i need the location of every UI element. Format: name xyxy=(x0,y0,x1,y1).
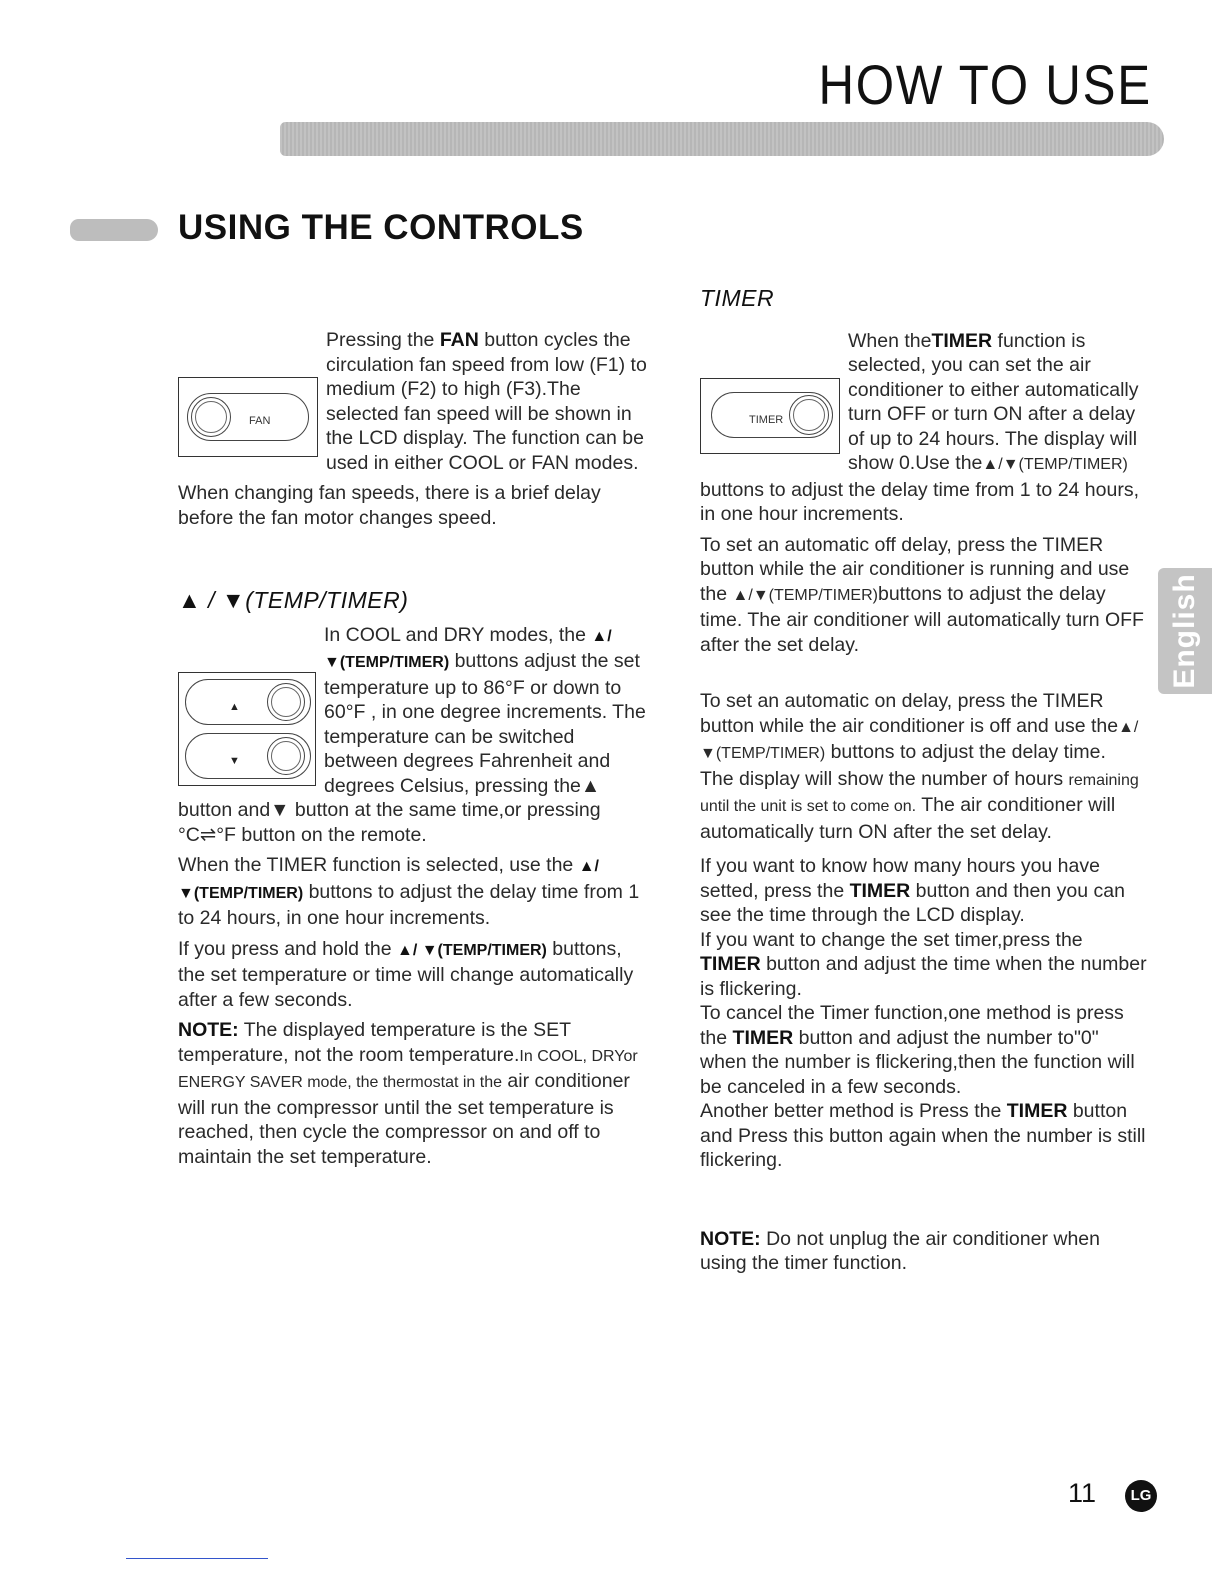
fan-button-circle-icon xyxy=(191,397,231,437)
fan-paragraph-2: When changing fan speeds, there is a brief delay before the fan motor changes speed. xyxy=(178,482,601,529)
section-title: USING THE CONTROLS xyxy=(178,208,584,247)
timer-paragraph-8: Another better method is Press the TIMER button and Press this button again when the number is still flickering. xyxy=(700,1100,1146,1171)
fan-text-block xyxy=(178,328,648,530)
temp-text-block xyxy=(178,623,648,1170)
page-header-title: HOW TO USE xyxy=(818,53,1152,116)
fan-button-label: FAN xyxy=(249,415,271,427)
timer-paragraph-7: To cancel the Timer function,one method is press the TIMER button and adjust the number to"0" when the number is flickering,then the function will be canceled in a few seconds. xyxy=(700,1002,1135,1098)
up-arrow-icon: ▲ xyxy=(229,700,240,713)
lg-logo-icon: LG xyxy=(1125,1480,1157,1512)
temp-paragraph-1: In COOL and DRY modes, the ▲/ ▼(TEMP/TIMER) buttons adjust the set temperature up to 86°F or down to 60°F , in one degree increments. The temperature can be switched between degrees Fahrenheit and degrees Celsius, pressing the▲ button and▼ button at the same time,or pressing °C⇌°F button on the remote. xyxy=(178,623,646,846)
language-side-tab-label: English xyxy=(1168,573,1201,689)
timer-note: NOTE: Do not unplug the air conditioner when using the timer function. xyxy=(700,1227,1100,1274)
temp-up-circle-icon xyxy=(267,683,305,721)
timer-button-circle-icon xyxy=(789,395,829,435)
temp-buttons-figure xyxy=(178,672,316,786)
header-decorative-bar xyxy=(280,122,1164,156)
timer-paragraph-6: If you want to change the set timer,press the TIMER button and adjust the time when the number is flickering. xyxy=(700,928,1147,1000)
timer-text-block xyxy=(700,329,1148,1276)
temp-heading: ▲ / ▼(TEMP/TIMER) xyxy=(178,587,409,613)
timer-button-label: TIMER xyxy=(749,413,784,426)
timer-button-figure xyxy=(700,378,840,454)
temp-paragraph-2: When the TIMER function is selected, use the ▲/ ▼(TEMP/TIMER) buttons to adjust the delay time from 1 to 24 hours, in one hour increments. xyxy=(178,854,640,929)
language-side-tab xyxy=(1158,568,1212,694)
fan-paragraph-1: Pressing the FAN button cycles the circulation fan speed from low (F1) to medium (F2) to high (F3).The selected fan speed will be shown in the LCD display. The function can be used in either COOL or FAN modes. xyxy=(326,329,647,474)
timer-heading: TIMER xyxy=(700,285,775,311)
down-arrow-icon: ▼ xyxy=(229,754,240,767)
timer-paragraph-3: To set an automatic on delay, press the TIMER button while the air conditioner is off and use the▲/▼(TEMP/TIMER) buttons to adjust the delay time. xyxy=(700,690,1139,763)
timer-paragraph-4: The display will show the number of hours remaining until the unit is set to come on. The air conditioner will automatically turn ON after the set delay. xyxy=(700,767,1139,843)
timer-paragraph-5: If you want to know how many hours you have setted, press the TIMER button and then you can see the time through the LCD display. xyxy=(700,855,1125,926)
right-column xyxy=(700,286,1148,1282)
page-number: 11 xyxy=(1068,1478,1097,1508)
temp-heading-arrows: ▲ / ▼ xyxy=(178,587,246,613)
section-marker-pill xyxy=(70,219,158,241)
timer-paragraph-1: When theTIMER function is selected, you can set the air conditioner to either automatically turn OFF or turn ON after a delay of up to 24 hours. The display will show 0.Use the▲/▼(TEMP/TIMER) buttons to adjust the delay time from 1 to 24 hours, in one hour increments. xyxy=(700,329,1139,525)
temp-paragraph-3: If you press and hold the ▲/ ▼(TEMP/TIMER) buttons, the set temperature or time will change automatically after a few seconds. xyxy=(178,937,634,1011)
timer-paragraph-2: To set an automatic off delay, press the TIMER button while the air conditioner is running and use the ▲/▼(TEMP/TIMER)buttons to adjust the delay time. The air conditioner will automatically turn OFF after the set delay. xyxy=(700,533,1144,656)
temp-down-circle-icon xyxy=(267,737,305,775)
left-column-content xyxy=(178,328,648,1175)
temp-note: NOTE: The displayed temperature is the SET temperature, not the room temperature.In COOL, DRYor ENERGY SAVER mode, the thermostat in the air conditioner will run the compressor until the set temperature is reached, then cycle the compressor on and off to maintain the set temperature. xyxy=(178,1019,638,1168)
footer-divider xyxy=(126,1558,268,1559)
fan-button-figure xyxy=(178,377,318,457)
